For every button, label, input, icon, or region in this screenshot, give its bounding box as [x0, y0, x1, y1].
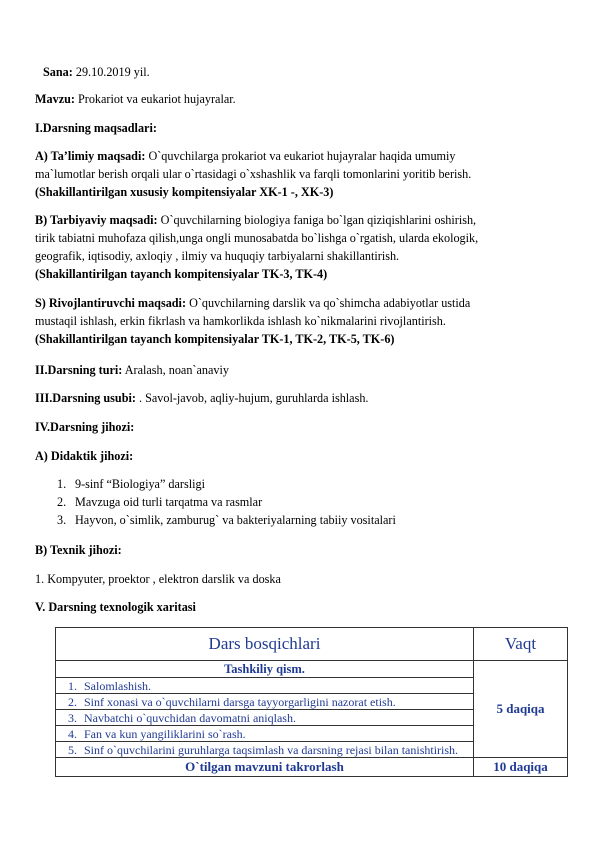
didactic-item-num: 1.: [57, 477, 67, 491]
date-value: 29.10.2019 yil.: [72, 65, 150, 79]
technology-map-table: [55, 627, 568, 777]
stage-item-text: Navbatchi o`quvchidan davomatni aniqlash.: [84, 710, 296, 725]
technical-label: B) Texnik jihozi:: [35, 543, 122, 557]
lesson-type-value: Aralash, noan`anaviy: [122, 363, 229, 377]
lesson-type-label: II.Darsning turi:: [35, 363, 123, 377]
didactic-item-text: Mavzuga oid turli tarqatma va rasmlar: [75, 495, 263, 509]
lesson-type-line: [35, 362, 229, 378]
goals-heading: I.Darsning maqsadlari:: [35, 121, 157, 135]
section-time: 10 daqiqa: [474, 758, 568, 777]
goal-b-text1: O`quvchilarning biologiya faniga bo`lgan qiziqishlarini oshirish,: [157, 213, 477, 227]
lesson-method-label: III.Darsning usubi:: [35, 391, 136, 405]
equipment-heading: IV.Darsning jihozi:: [35, 420, 135, 434]
goal-a-line1: [35, 148, 456, 164]
goal-s-text2: mustaqil ishlash, erkin fikrlash va hamkorlikda ishlash ko`nikmalarini rivojlantirish.: [35, 314, 446, 328]
goal-a-text2: ma`lumotlar berish orqali ular o`rtasidagi o`xshashlik va farqli tomonlarini yoritib berish.: [35, 167, 472, 181]
goal-s-competencies: (Shakillantirilgan tayanch kompitensiyalar TK-1, TK-2, TK-5, TK-6): [35, 332, 395, 346]
date-label: Sana:: [43, 65, 73, 79]
didactic-item-num: 2.: [57, 495, 67, 509]
goal-s-line1: [35, 295, 470, 311]
stage-item: [56, 726, 474, 742]
goal-b-competencies: (Shakillantirilgan tayanch kompitensiyalar TK-3, TK-4): [35, 267, 328, 281]
didactic-item-text: Hayvon, o`simlik, zamburug` va bakteriyalarning tabiiy vositalari: [75, 513, 396, 527]
goal-b-line1: [35, 212, 476, 228]
didactic-label: A) Didaktik jihozi:: [35, 449, 134, 463]
stage-item: [56, 678, 474, 694]
map-heading: V. Darsning texnologik xaritasi: [35, 600, 196, 614]
goal-b-text2: tirik tabiatni muhofaza qilish,unga ongli munosabatda bo`lishga o`rgatish, ularda ekologik,: [35, 231, 479, 245]
stage-item-num: 2.: [68, 694, 77, 709]
table-row: [56, 758, 568, 777]
technical-item: 1. Kompyuter, proektor , elektron darslik va doska: [35, 572, 281, 586]
topic-label: Mavzu:: [35, 92, 75, 106]
header-time: Vaqt: [474, 628, 568, 661]
stage-item-num: 1.: [68, 678, 77, 693]
date-line: [43, 64, 150, 80]
stage-item-text: Salomlashish.: [84, 678, 152, 693]
goal-b-text3: geografik, iqtisodiy, axloqiy , ilmiy va huquqiy tarbiyalarni shakillantirish.: [35, 249, 400, 263]
goal-b-label: B) Tarbiyaviy maqsadi:: [35, 213, 158, 227]
stage-item-num: 5.: [68, 742, 77, 757]
didactic-item: [57, 476, 205, 492]
section-title: Tashkiliy qism.: [56, 661, 474, 678]
stage-item-text: Fan va kun yangiliklarini so`rash.: [84, 726, 246, 741]
goal-s-text1: O`quvchilarning darslik va qo`shimcha adabiyotlar ustida: [186, 296, 471, 310]
goal-a-text1: O`quvchilarga prokariot va eukariot hujayralar haqida umumiy: [145, 149, 456, 163]
lesson-method-line: [35, 390, 368, 406]
table-row: [56, 661, 568, 678]
section-time: 5 daqiqa: [474, 661, 568, 758]
section-title: O`tilgan mavzuni takrorlash: [56, 758, 474, 777]
stage-item: [56, 710, 474, 726]
stage-item-num: 3.: [68, 710, 77, 725]
stage-item: [56, 694, 474, 710]
didactic-item: [57, 494, 262, 510]
didactic-item-num: 3.: [57, 513, 67, 527]
stage-item-num: 4.: [68, 726, 77, 741]
stage-item-text: Sinf o`quvchilarini guruhlarga taqsimlash va darsning rejasi bilan tanishtirish.: [84, 742, 459, 757]
topic-value: Prokariot va eukariot hujayralar.: [74, 92, 236, 106]
header-stages: Dars bosqichlari: [56, 628, 474, 661]
didactic-item-text: 9-sinf “Biologiya” darsligi: [75, 477, 205, 491]
table-header-row: [56, 628, 568, 661]
goal-s-label: S) Rivojlantiruvchi maqsadi:: [35, 296, 187, 310]
stage-item: [56, 742, 474, 758]
goal-a-label: A) Ta’limiy maqsadi:: [35, 149, 146, 163]
stage-item-text: Sinf xonasi va o`quvchilarni darsga tayyorgarligini nazorat etish.: [84, 694, 396, 709]
goal-a-competencies: (Shakillantirilgan xususiy kompitensiyalar XK-1 -, XK-3): [35, 185, 334, 199]
didactic-item: [57, 512, 396, 528]
lesson-method-value: . Savol-javob, aqliy-hujum, guruhlarda ishlash.: [135, 391, 369, 405]
topic-line: [35, 91, 236, 107]
